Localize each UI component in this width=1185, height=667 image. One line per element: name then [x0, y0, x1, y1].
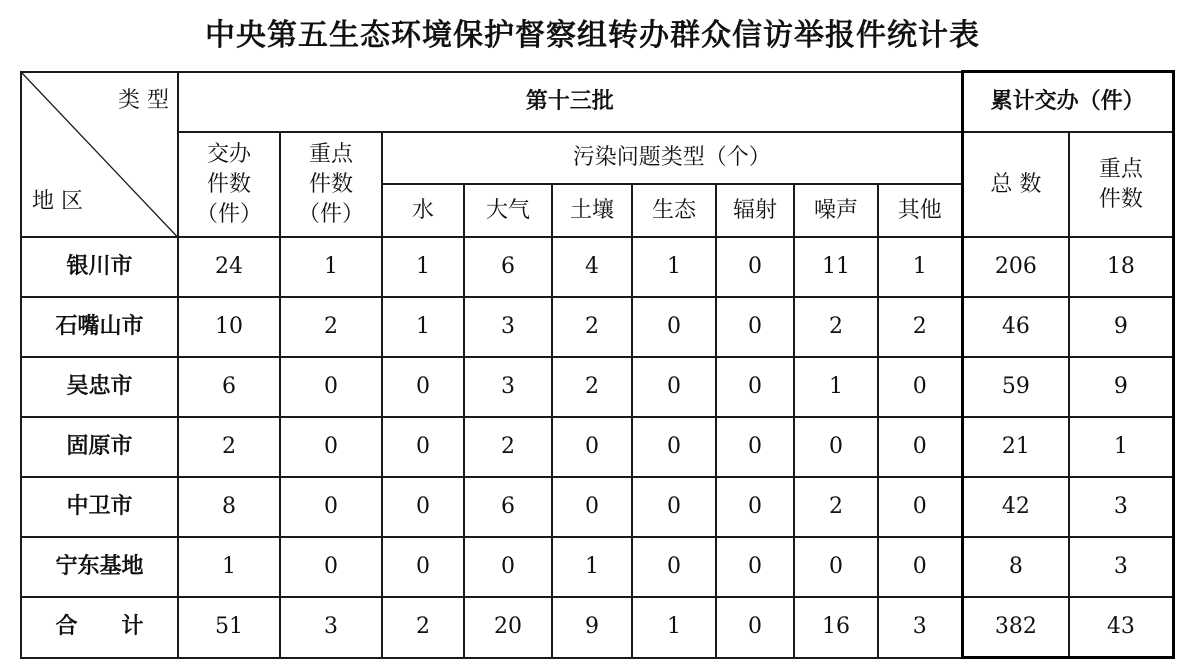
value-cell: 3	[878, 597, 962, 658]
cumulative-key-header: 重点 件数	[1069, 132, 1173, 237]
value-cell: 0	[794, 417, 878, 477]
value-cell: 0	[716, 597, 794, 658]
value-cell: 0	[716, 417, 794, 477]
cumulative-value-cell: 43	[1069, 597, 1173, 658]
value-cell: 0	[280, 477, 382, 537]
corner-header-cell	[21, 72, 178, 238]
cumulative-value-cell: 382	[962, 597, 1069, 658]
cumulative-value-cell: 3	[1069, 477, 1173, 537]
value-cell: 0	[794, 537, 878, 597]
value-cell: 2	[464, 417, 552, 477]
batch-header: 第十三批	[178, 72, 962, 133]
value-cell: 0	[716, 537, 794, 597]
cumulative-value-cell: 42	[962, 477, 1069, 537]
value-cell: 0	[632, 297, 716, 357]
value-cell: 0	[464, 537, 552, 597]
cumulative-value-cell: 18	[1069, 237, 1173, 297]
pollution-types-header: 污染问题类型（个）	[382, 132, 962, 184]
value-cell: 0	[632, 357, 716, 417]
pollution-type-header: 生态	[632, 184, 716, 237]
pollution-type-header: 土壤	[552, 184, 632, 237]
value-cell: 1	[632, 597, 716, 658]
region-cell: 宁东基地	[21, 537, 178, 597]
value-cell: 2	[552, 297, 632, 357]
table-row	[21, 537, 1173, 597]
pollution-type-header: 其他	[878, 184, 962, 237]
value-cell: 0	[878, 477, 962, 537]
value-cell: 2	[280, 297, 382, 357]
value-cell: 0	[632, 477, 716, 537]
region-cell: 固原市	[21, 417, 178, 477]
statistics-table	[20, 70, 1175, 659]
value-cell: 24	[178, 237, 280, 297]
value-cell: 2	[794, 477, 878, 537]
value-cell: 0	[382, 537, 464, 597]
region-cell: 石嘴山市	[21, 297, 178, 357]
value-cell: 10	[178, 297, 280, 357]
value-cell: 2	[794, 297, 878, 357]
cumulative-value-cell: 9	[1069, 357, 1173, 417]
value-cell: 1	[382, 297, 464, 357]
value-cell: 1	[178, 537, 280, 597]
value-cell: 16	[794, 597, 878, 658]
value-cell: 6	[464, 237, 552, 297]
pollution-type-header: 大气	[464, 184, 552, 237]
value-cell: 0	[878, 417, 962, 477]
value-cell: 0	[632, 417, 716, 477]
value-cell: 0	[716, 297, 794, 357]
value-cell: 0	[716, 477, 794, 537]
value-cell: 2	[878, 297, 962, 357]
value-cell: 2	[178, 417, 280, 477]
value-cell: 1	[794, 357, 878, 417]
cumulative-value-cell: 8	[962, 537, 1069, 597]
value-cell: 2	[552, 357, 632, 417]
value-cell: 0	[552, 417, 632, 477]
table-row	[21, 357, 1173, 417]
corner-region-label: 地 区	[32, 189, 83, 214]
value-cell: 6	[464, 477, 552, 537]
value-cell: 1	[632, 237, 716, 297]
table-row	[21, 417, 1173, 477]
cumulative-header: 累计交办（件）	[962, 72, 1173, 133]
value-cell: 0	[878, 357, 962, 417]
value-cell: 11	[794, 237, 878, 297]
cumulative-value-cell: 9	[1069, 297, 1173, 357]
region-cell: 中卫市	[21, 477, 178, 537]
value-cell: 3	[280, 597, 382, 658]
value-cell: 3	[464, 357, 552, 417]
value-cell: 0	[280, 537, 382, 597]
value-cell: 0	[280, 357, 382, 417]
cumulative-value-cell: 21	[962, 417, 1069, 477]
cumulative-value-cell: 59	[962, 357, 1069, 417]
pollution-type-header: 噪声	[794, 184, 878, 237]
cumulative-total-header: 总 数	[962, 132, 1069, 237]
cumulative-value-cell: 46	[962, 297, 1069, 357]
value-cell: 1	[878, 237, 962, 297]
value-cell: 1	[382, 237, 464, 297]
assigned-count-header: 交办 件数 （件）	[178, 132, 280, 237]
key-count-header: 重点 件数 （件）	[280, 132, 382, 237]
value-cell: 2	[382, 597, 464, 658]
value-cell: 1	[552, 537, 632, 597]
region-cell: 吴忠市	[21, 357, 178, 417]
table-row	[21, 297, 1173, 357]
region-cell: 银川市	[21, 237, 178, 297]
value-cell: 1	[280, 237, 382, 297]
value-cell: 0	[878, 537, 962, 597]
value-cell: 0	[382, 357, 464, 417]
table-title: 中央第五生态环境保护督察组转办群众信访举报件统计表	[205, 18, 980, 53]
pollution-type-header: 水	[382, 184, 464, 237]
value-cell: 4	[552, 237, 632, 297]
value-cell: 9	[552, 597, 632, 658]
table-row	[21, 237, 1173, 297]
cumulative-value-cell: 206	[962, 237, 1069, 297]
value-cell: 8	[178, 477, 280, 537]
value-cell: 3	[464, 297, 552, 357]
value-cell: 20	[464, 597, 552, 658]
corner-type-label: 类 型	[118, 87, 169, 113]
value-cell: 0	[716, 237, 794, 297]
value-cell: 6	[178, 357, 280, 417]
value-cell: 0	[382, 417, 464, 477]
region-cell: 合 计	[21, 597, 178, 658]
value-cell: 0	[632, 537, 716, 597]
pollution-type-header: 辐射	[716, 184, 794, 237]
value-cell: 0	[382, 477, 464, 537]
value-cell: 51	[178, 597, 280, 658]
value-cell: 0	[280, 417, 382, 477]
cumulative-value-cell: 3	[1069, 537, 1173, 597]
value-cell: 0	[716, 357, 794, 417]
value-cell: 0	[552, 477, 632, 537]
table-row	[21, 597, 1173, 658]
table-row	[21, 477, 1173, 537]
cumulative-value-cell: 1	[1069, 417, 1173, 477]
